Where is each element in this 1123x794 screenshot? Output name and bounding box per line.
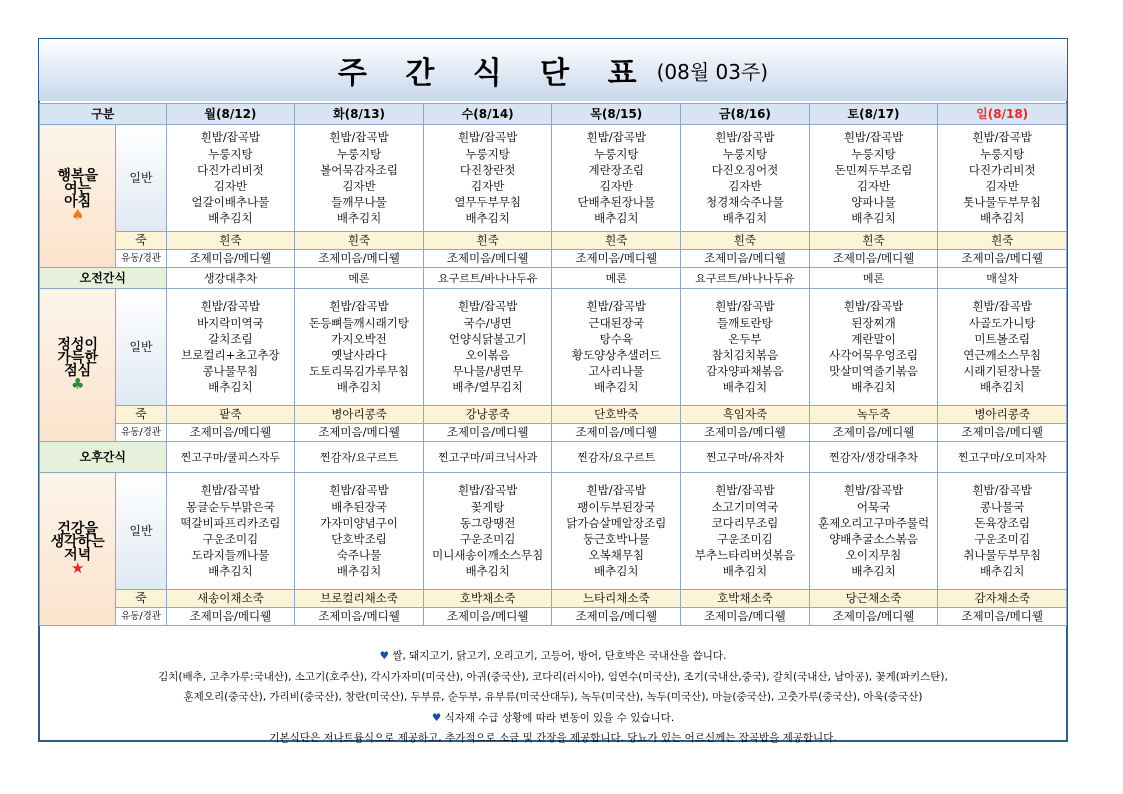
menu-item: 배추김치 xyxy=(851,564,896,579)
pm_snack-label: 오후간식 xyxy=(40,442,167,473)
day-menu-cell xyxy=(681,125,810,232)
fluid-cell: 조제미음/메디웰 xyxy=(423,250,552,268)
menu-item: 누룽지탕 xyxy=(851,146,896,161)
menu-item: 둥근호박나물 xyxy=(582,532,650,546)
day-header: 목(8/15) xyxy=(552,104,681,125)
menu-item: 흰밥/잡곡밥 xyxy=(843,483,904,498)
heart-icon: ♥ xyxy=(379,650,389,662)
snack-cell: 매실차 xyxy=(938,268,1067,289)
menu-item: 배추김치 xyxy=(465,211,510,226)
menu-item: 배추김치 xyxy=(336,564,382,579)
menu-item: 단호박조림 xyxy=(331,532,387,546)
menu-item: 흰밥/잡곡밥 xyxy=(715,483,775,498)
lunch-fluid-row xyxy=(40,424,1067,442)
star-icon: ★ xyxy=(70,559,85,577)
menu-item: 다진오징어젓 xyxy=(711,162,779,177)
snack-cell: 요구르트/바나나두유 xyxy=(681,268,810,289)
fluid-cell: 조제미음/메디웰 xyxy=(552,608,681,626)
day-menu-cell xyxy=(552,125,681,232)
category-porridge: 죽 xyxy=(116,232,166,250)
club-icon: ♣ xyxy=(70,375,85,393)
menu-item: 배추김치 xyxy=(722,211,768,226)
menu-item: 숙주나물 xyxy=(336,548,382,563)
menu-item: 팽이두부된장국 xyxy=(577,499,656,514)
category-fluid: 유동/경관 xyxy=(116,608,166,626)
menu-item: 다진가리비젓 xyxy=(197,162,264,177)
menu-item: 배추김치 xyxy=(594,380,639,395)
fluid-cell: 조제미음/메디웰 xyxy=(423,424,552,442)
lunch-porridge-row xyxy=(40,406,1067,424)
lunch-general-row xyxy=(40,289,1067,406)
menu-item: 감자양파채볶음 xyxy=(706,364,784,379)
menu-item: 배추김치 xyxy=(336,211,382,226)
menu-item: 들깨무나물 xyxy=(331,195,387,210)
menu-item: 시래기된장나물 xyxy=(963,364,1042,379)
category-general: 일반 xyxy=(116,125,166,232)
menu-item: 돈육장조림 xyxy=(974,515,1030,530)
menu-item: 누룽지탕 xyxy=(465,146,510,161)
snack-cell: 찐고구마/쿨피스자두 xyxy=(166,442,295,473)
menu-item: 몽글순두부맑은국 xyxy=(185,499,275,514)
day-menu-cell xyxy=(552,473,681,590)
menu-item: 김자반 xyxy=(470,179,505,193)
fluid-cell: 조제미음/메디웰 xyxy=(938,424,1067,442)
day-menu-cell xyxy=(423,289,552,406)
porridge-cell: 단호박죽 xyxy=(552,406,681,424)
snack-cell: 생강대추차 xyxy=(166,268,295,289)
menu-item: 배추/열무김치 xyxy=(452,380,523,395)
menu-item: 누룽지탕 xyxy=(336,146,382,161)
menu-item: 배추김치 xyxy=(594,211,639,226)
breakfast-general-row xyxy=(40,125,1067,232)
menu-item: 흰밥/잡곡밥 xyxy=(843,130,904,145)
menu-item: 누룽지탕 xyxy=(979,146,1025,161)
menu-item: 언양식닭불고기 xyxy=(448,331,527,346)
menu-item: 배추김치 xyxy=(851,211,896,226)
menu-item: 취나물두부무침 xyxy=(963,548,1042,563)
menu-item: 누룽지탕 xyxy=(594,146,639,161)
menu-item: 돈민찌두부조림 xyxy=(834,162,913,177)
porridge-cell: 새송이채소죽 xyxy=(166,590,295,608)
menu-item: 브로컬리+초고추장 xyxy=(181,348,280,362)
snack-cell: 찐감자/요구르트 xyxy=(552,442,681,473)
category-general: 일반 xyxy=(116,473,166,590)
porridge-cell: 호박채소죽 xyxy=(681,590,810,608)
porridge-cell: 당근채소죽 xyxy=(809,590,938,608)
menu-item: 배추김치 xyxy=(851,380,896,395)
menu-item: 닭가슴살메알장조림 xyxy=(566,515,667,530)
meal-label-line: 여는 xyxy=(64,181,92,197)
menu-item: 얼갈이배추나물 xyxy=(191,195,270,210)
meal-label-line: 저녁 xyxy=(64,547,92,563)
heart-icon: ♥ xyxy=(431,711,442,724)
day-header: 토(8/17) xyxy=(809,104,938,125)
menu-item: 김자반 xyxy=(213,179,248,193)
menu-item: 흰밥/잡곡밥 xyxy=(715,130,775,145)
day-menu-cell xyxy=(423,473,552,590)
day-menu-cell xyxy=(295,473,424,590)
menu-item: 훈제오리고구마주물럭 xyxy=(817,515,930,530)
menu-item: 김자반 xyxy=(856,179,891,193)
menu-item: 구운조미김 xyxy=(459,532,516,546)
menu-item: 근대된장국 xyxy=(588,315,645,330)
menu-item: 된장찌개 xyxy=(851,315,896,330)
menu-item: 구운조미김 xyxy=(202,532,259,546)
meal-label-line: 건강을 xyxy=(57,521,98,537)
porridge-cell: 녹두죽 xyxy=(809,406,938,424)
menu-item: 톳나물두부무침 xyxy=(963,195,1042,210)
menu-item: 미트볼조림 xyxy=(974,331,1030,346)
day-menu-cell xyxy=(809,473,938,590)
menu-item: 흰밥/잡곡밥 xyxy=(457,130,518,145)
menu-item: 김자반 xyxy=(728,179,762,193)
menu-item: 오이볶음 xyxy=(465,348,510,362)
am_snack-row xyxy=(40,268,1067,289)
menu-item: 계란말이 xyxy=(851,331,896,346)
menu-item: 국수/냉면 xyxy=(463,315,512,330)
menu-item: 돈등뼈들깨시래기탕 xyxy=(309,315,410,330)
menu-item: 흰밥/잡곡밥 xyxy=(200,299,261,314)
notice-line: ♥ 식자재 수급 상황에 따라 변동이 있을 수 있습니다. xyxy=(431,711,675,724)
day-menu-cell xyxy=(809,289,938,406)
menu-item: 구운조미김 xyxy=(974,532,1030,546)
dinner-label xyxy=(40,473,116,626)
menu-item: 탕수육 xyxy=(599,331,633,346)
menu-item: 김자반 xyxy=(342,179,376,193)
menu-item: 옛날사라다 xyxy=(331,348,387,362)
fluid-cell: 조제미음/메디웰 xyxy=(166,250,295,268)
dinner-porridge-row xyxy=(40,590,1067,608)
snack-cell: 메론 xyxy=(295,268,424,289)
menu-item: 흰밥/잡곡밥 xyxy=(586,130,646,145)
snack-cell: 찐고구마/피크닉사과 xyxy=(423,442,552,473)
porridge-cell: 느타리채소죽 xyxy=(552,590,681,608)
menu-item: 가자미양념구이 xyxy=(320,515,398,530)
menu-item: 흰밥/잡곡밥 xyxy=(200,483,261,498)
menu-item: 구운조미김 xyxy=(717,532,773,546)
menu-item: 흰밥/잡곡밥 xyxy=(972,299,1032,314)
fluid-cell: 조제미음/메디웰 xyxy=(809,608,938,626)
fluid-cell: 조제미음/메디웰 xyxy=(295,250,424,268)
day-menu-cell xyxy=(938,473,1067,590)
meal-label-line: 아침 xyxy=(64,194,92,210)
snack-cell: 요구르트/바나나두유 xyxy=(423,268,552,289)
page-title xyxy=(39,39,1067,101)
day-menu-cell xyxy=(681,473,810,590)
menu-item: 배추김치 xyxy=(208,564,253,579)
porridge-cell: 호박채소죽 xyxy=(423,590,552,608)
menu-item: 바지락미역국 xyxy=(197,315,264,330)
menu-item: 사골도가니탕 xyxy=(968,315,1036,330)
lunch-label xyxy=(40,289,116,442)
menu-item: 배추김치 xyxy=(208,211,253,226)
menu-item: 떡갈비파프리카조림 xyxy=(180,515,281,530)
fluid-cell: 조제미음/메디웰 xyxy=(166,608,295,626)
menu-item: 배추김치 xyxy=(979,564,1025,579)
menu-item: 도토리묵김가루무침 xyxy=(309,364,410,379)
weekly-menu-table xyxy=(39,103,1067,626)
porridge-cell: 흰죽 xyxy=(809,232,938,250)
menu-item: 오이지무침 xyxy=(845,548,902,563)
porridge-cell: 흰죽 xyxy=(938,232,1067,250)
menu-item: 흰밥/잡곡밥 xyxy=(329,130,389,145)
menu-item: 양파나물 xyxy=(851,195,896,210)
fluid-cell: 조제미음/메디웰 xyxy=(552,424,681,442)
title-main: 주 간 식 단 표 xyxy=(337,56,651,91)
menu-item: 도라지들깨나물 xyxy=(191,548,270,563)
porridge-cell: 강낭콩죽 xyxy=(423,406,552,424)
menu-item: 흰밥/잡곡밥 xyxy=(972,483,1032,498)
snack-cell: 찐고구마/오미자차 xyxy=(938,442,1067,473)
day-menu-cell xyxy=(423,125,552,232)
day-menu-cell xyxy=(552,289,681,406)
origin-line-2: 김치(배추, 고추가루:국내산), 소고기(호주산), 각시가자미(미국산), 아귀(중국산), 코다리(러시아), 임연수(미국산), 조기(국내산,중국), 갈치(국내산, 남아공), 꽃게(파키스탄), xyxy=(158,670,948,683)
menu-item: 배추김치 xyxy=(979,211,1025,226)
menu-item: 황도양상추샐러드 xyxy=(571,348,661,362)
menu-item: 연근깨소스무침 xyxy=(963,348,1042,362)
menu-item: 단배추된장나물 xyxy=(577,195,656,210)
porridge-cell: 브로컬리채소죽 xyxy=(295,590,424,608)
am_snack-label: 오전간식 xyxy=(40,268,167,289)
day-menu-cell xyxy=(295,125,424,232)
porridge-cell: 팥죽 xyxy=(166,406,295,424)
fluid-cell: 조제미음/메디웰 xyxy=(809,250,938,268)
menu-item: 콩나물국 xyxy=(979,499,1025,514)
snack-cell: 찐감자/생강대추차 xyxy=(809,442,938,473)
fluid-cell: 조제미음/메디웰 xyxy=(295,424,424,442)
porridge-cell: 흰죽 xyxy=(423,232,552,250)
fluid-cell: 조제미음/메디웰 xyxy=(166,424,295,442)
menu-item: 배추된장국 xyxy=(331,499,387,514)
menu-item: 배추김치 xyxy=(594,564,639,579)
day-header: 수(8/14) xyxy=(423,104,552,125)
porridge-cell: 병아리콩죽 xyxy=(938,406,1067,424)
menu-item: 오복채무침 xyxy=(588,548,645,563)
fluid-cell: 조제미음/메디웰 xyxy=(809,424,938,442)
dinner-fluid-row xyxy=(40,608,1067,626)
snack-cell: 찐고구마/유자차 xyxy=(681,442,810,473)
title-week: (08월 03주) xyxy=(656,59,769,84)
menu-item: 김자반 xyxy=(599,179,633,193)
menu-item: 흰밥/잡곡밥 xyxy=(457,483,518,498)
menu-item: 어묵국 xyxy=(856,499,891,514)
menu-item: 고사리나물 xyxy=(588,364,645,379)
fluid-cell: 조제미음/메디웰 xyxy=(552,250,681,268)
menu-item: 배추김치 xyxy=(979,380,1025,395)
day-menu-cell xyxy=(166,473,295,590)
meal-label-line: 가득한 xyxy=(57,350,98,366)
day-menu-cell xyxy=(681,289,810,406)
menu-item: 흰밥/잡곡밥 xyxy=(586,483,646,498)
menu-item: 볼어묵감자조림 xyxy=(320,162,398,177)
menu-item: 갈치조림 xyxy=(208,331,253,346)
fluid-cell: 조제미음/메디웰 xyxy=(423,608,552,626)
menu-item: 다진창란젓 xyxy=(459,162,516,177)
fluid-cell: 조제미음/메디웰 xyxy=(681,424,810,442)
menu-item: 흰밥/잡곡밥 xyxy=(843,299,904,314)
porridge-cell: 흰죽 xyxy=(166,232,295,250)
snack-cell: 메론 xyxy=(809,268,938,289)
menu-item: 흰밥/잡곡밥 xyxy=(329,299,389,314)
menu-item: 열무두부무침 xyxy=(454,195,521,210)
day-header: 일(8/18) xyxy=(938,104,1067,125)
menu-item: 배추김치 xyxy=(465,564,510,579)
meal-label-line: 생각하는 xyxy=(50,534,105,550)
menu-item: 양배추굴소스볶음 xyxy=(829,532,918,546)
porridge-cell: 흑임자죽 xyxy=(681,406,810,424)
menu-item: 들깨토란탕 xyxy=(717,315,773,330)
pm_snack-row xyxy=(40,442,1067,473)
category-porridge: 죽 xyxy=(116,406,166,424)
spade-icon: ♠ xyxy=(70,206,85,224)
menu-item: 무나물/냉면무 xyxy=(452,364,523,379)
porridge-cell: 병아리콩죽 xyxy=(295,406,424,424)
menu-item: 흰밥/잡곡밥 xyxy=(329,483,389,498)
fluid-cell: 조제미음/메디웰 xyxy=(681,608,810,626)
menu-item: 참치김치볶음 xyxy=(711,348,779,362)
snack-cell: 메론 xyxy=(552,268,681,289)
breakfast-fluid-row xyxy=(40,250,1067,268)
porridge-cell: 감자채소죽 xyxy=(938,590,1067,608)
menu-item: 흰밥/잡곡밥 xyxy=(972,130,1032,145)
menu-item: 김자반 xyxy=(985,179,1019,193)
menu-item: 청경채숙주나물 xyxy=(706,195,784,210)
day-menu-cell xyxy=(166,289,295,406)
fluid-cell: 조제미음/메디웰 xyxy=(938,250,1067,268)
menu-item: 맛살미역줄기볶음 xyxy=(829,364,918,379)
menu-item: 꽃게탕 xyxy=(470,499,505,514)
origin-line-1: ♥ 쌀, 돼지고기, 닭고기, 오리고기, 고등어, 방어, 단호박은 국내산을 씁니다. xyxy=(379,650,727,662)
category-general: 일반 xyxy=(116,289,166,406)
day-header: 금(8/16) xyxy=(681,104,810,125)
day-menu-cell xyxy=(295,289,424,406)
menu-item: 배추김치 xyxy=(208,380,253,395)
category-fluid: 유동/경관 xyxy=(116,424,166,442)
breakfast-label xyxy=(40,125,116,268)
menu-item: 흰밥/잡곡밥 xyxy=(715,299,775,314)
header-label: 구분 xyxy=(40,104,167,125)
menu-item: 미니새송이깨소스무침 xyxy=(432,548,544,563)
dinner-general-row xyxy=(40,473,1067,590)
day-menu-cell xyxy=(166,125,295,232)
menu-item: 흰밥/잡곡밥 xyxy=(457,299,518,314)
porridge-cell: 흰죽 xyxy=(552,232,681,250)
category-porridge: 죽 xyxy=(116,590,166,608)
meal-label-line: 점심 xyxy=(64,363,92,379)
category-fluid: 유동/경관 xyxy=(116,250,166,268)
menu-item: 흰밥/잡곡밥 xyxy=(586,299,646,314)
fluid-cell: 조제미음/메디웰 xyxy=(938,608,1067,626)
menu-item: 배추김치 xyxy=(722,564,768,579)
info-line: 기본식단은 저나트륨식으로 제공하고, 추가적으로 소금 및 간장을 제공합니다. 당뇨가 있는 어르신께는 잡곡밥을 제공합니다. xyxy=(269,732,837,744)
porridge-cell: 흰죽 xyxy=(295,232,424,250)
day-header: 월(8/12) xyxy=(166,104,295,125)
meal-label-line: 행복을 xyxy=(57,168,98,184)
menu-item: 사각어묵우엉조림 xyxy=(829,348,918,362)
menu-item: 누룽지탕 xyxy=(208,146,253,161)
header-row xyxy=(40,104,1067,125)
menu-item: 배추김치 xyxy=(722,380,768,395)
menu-item: 다진가리비젓 xyxy=(968,162,1036,177)
menu-item: 소고기미역국 xyxy=(711,499,779,514)
menu-item: 콩나물무침 xyxy=(202,364,259,379)
menu-item: 누룽지탕 xyxy=(722,146,768,161)
fluid-cell: 조제미음/메디웰 xyxy=(295,608,424,626)
snack-cell: 찐감자/요구르트 xyxy=(295,442,424,473)
porridge-cell: 흰죽 xyxy=(681,232,810,250)
menu-item: 온두부 xyxy=(728,331,762,346)
day-menu-cell xyxy=(938,289,1067,406)
breakfast-porridge-row xyxy=(40,232,1067,250)
meal-label-line: 정성이 xyxy=(57,337,98,353)
menu-item: 계란장조림 xyxy=(588,162,645,177)
footer-notes xyxy=(39,646,1067,744)
menu-item: 흰밥/잡곡밥 xyxy=(200,130,261,145)
day-header: 화(8/13) xyxy=(295,104,424,125)
fluid-cell: 조제미음/메디웰 xyxy=(681,250,810,268)
day-menu-cell xyxy=(938,125,1067,232)
menu-item: 동그랑땡전 xyxy=(459,515,516,530)
menu-item: 코다리무조림 xyxy=(711,515,779,530)
menu-item: 부추느타리버섯볶음 xyxy=(694,548,795,563)
origin-line-3: 훈제오리(중국산), 가리비(중국산), 창란(미국산), 두부류, 순두부, 유부류(미국산대두), 녹두(미국산), 녹두(미국산), 마늘(중국산), 고춧가루(중국산), 아욱(중국산) xyxy=(183,691,923,703)
day-menu-cell xyxy=(809,125,938,232)
menu-item: 가지오박전 xyxy=(331,331,387,346)
menu-item: 배추김치 xyxy=(336,380,382,395)
